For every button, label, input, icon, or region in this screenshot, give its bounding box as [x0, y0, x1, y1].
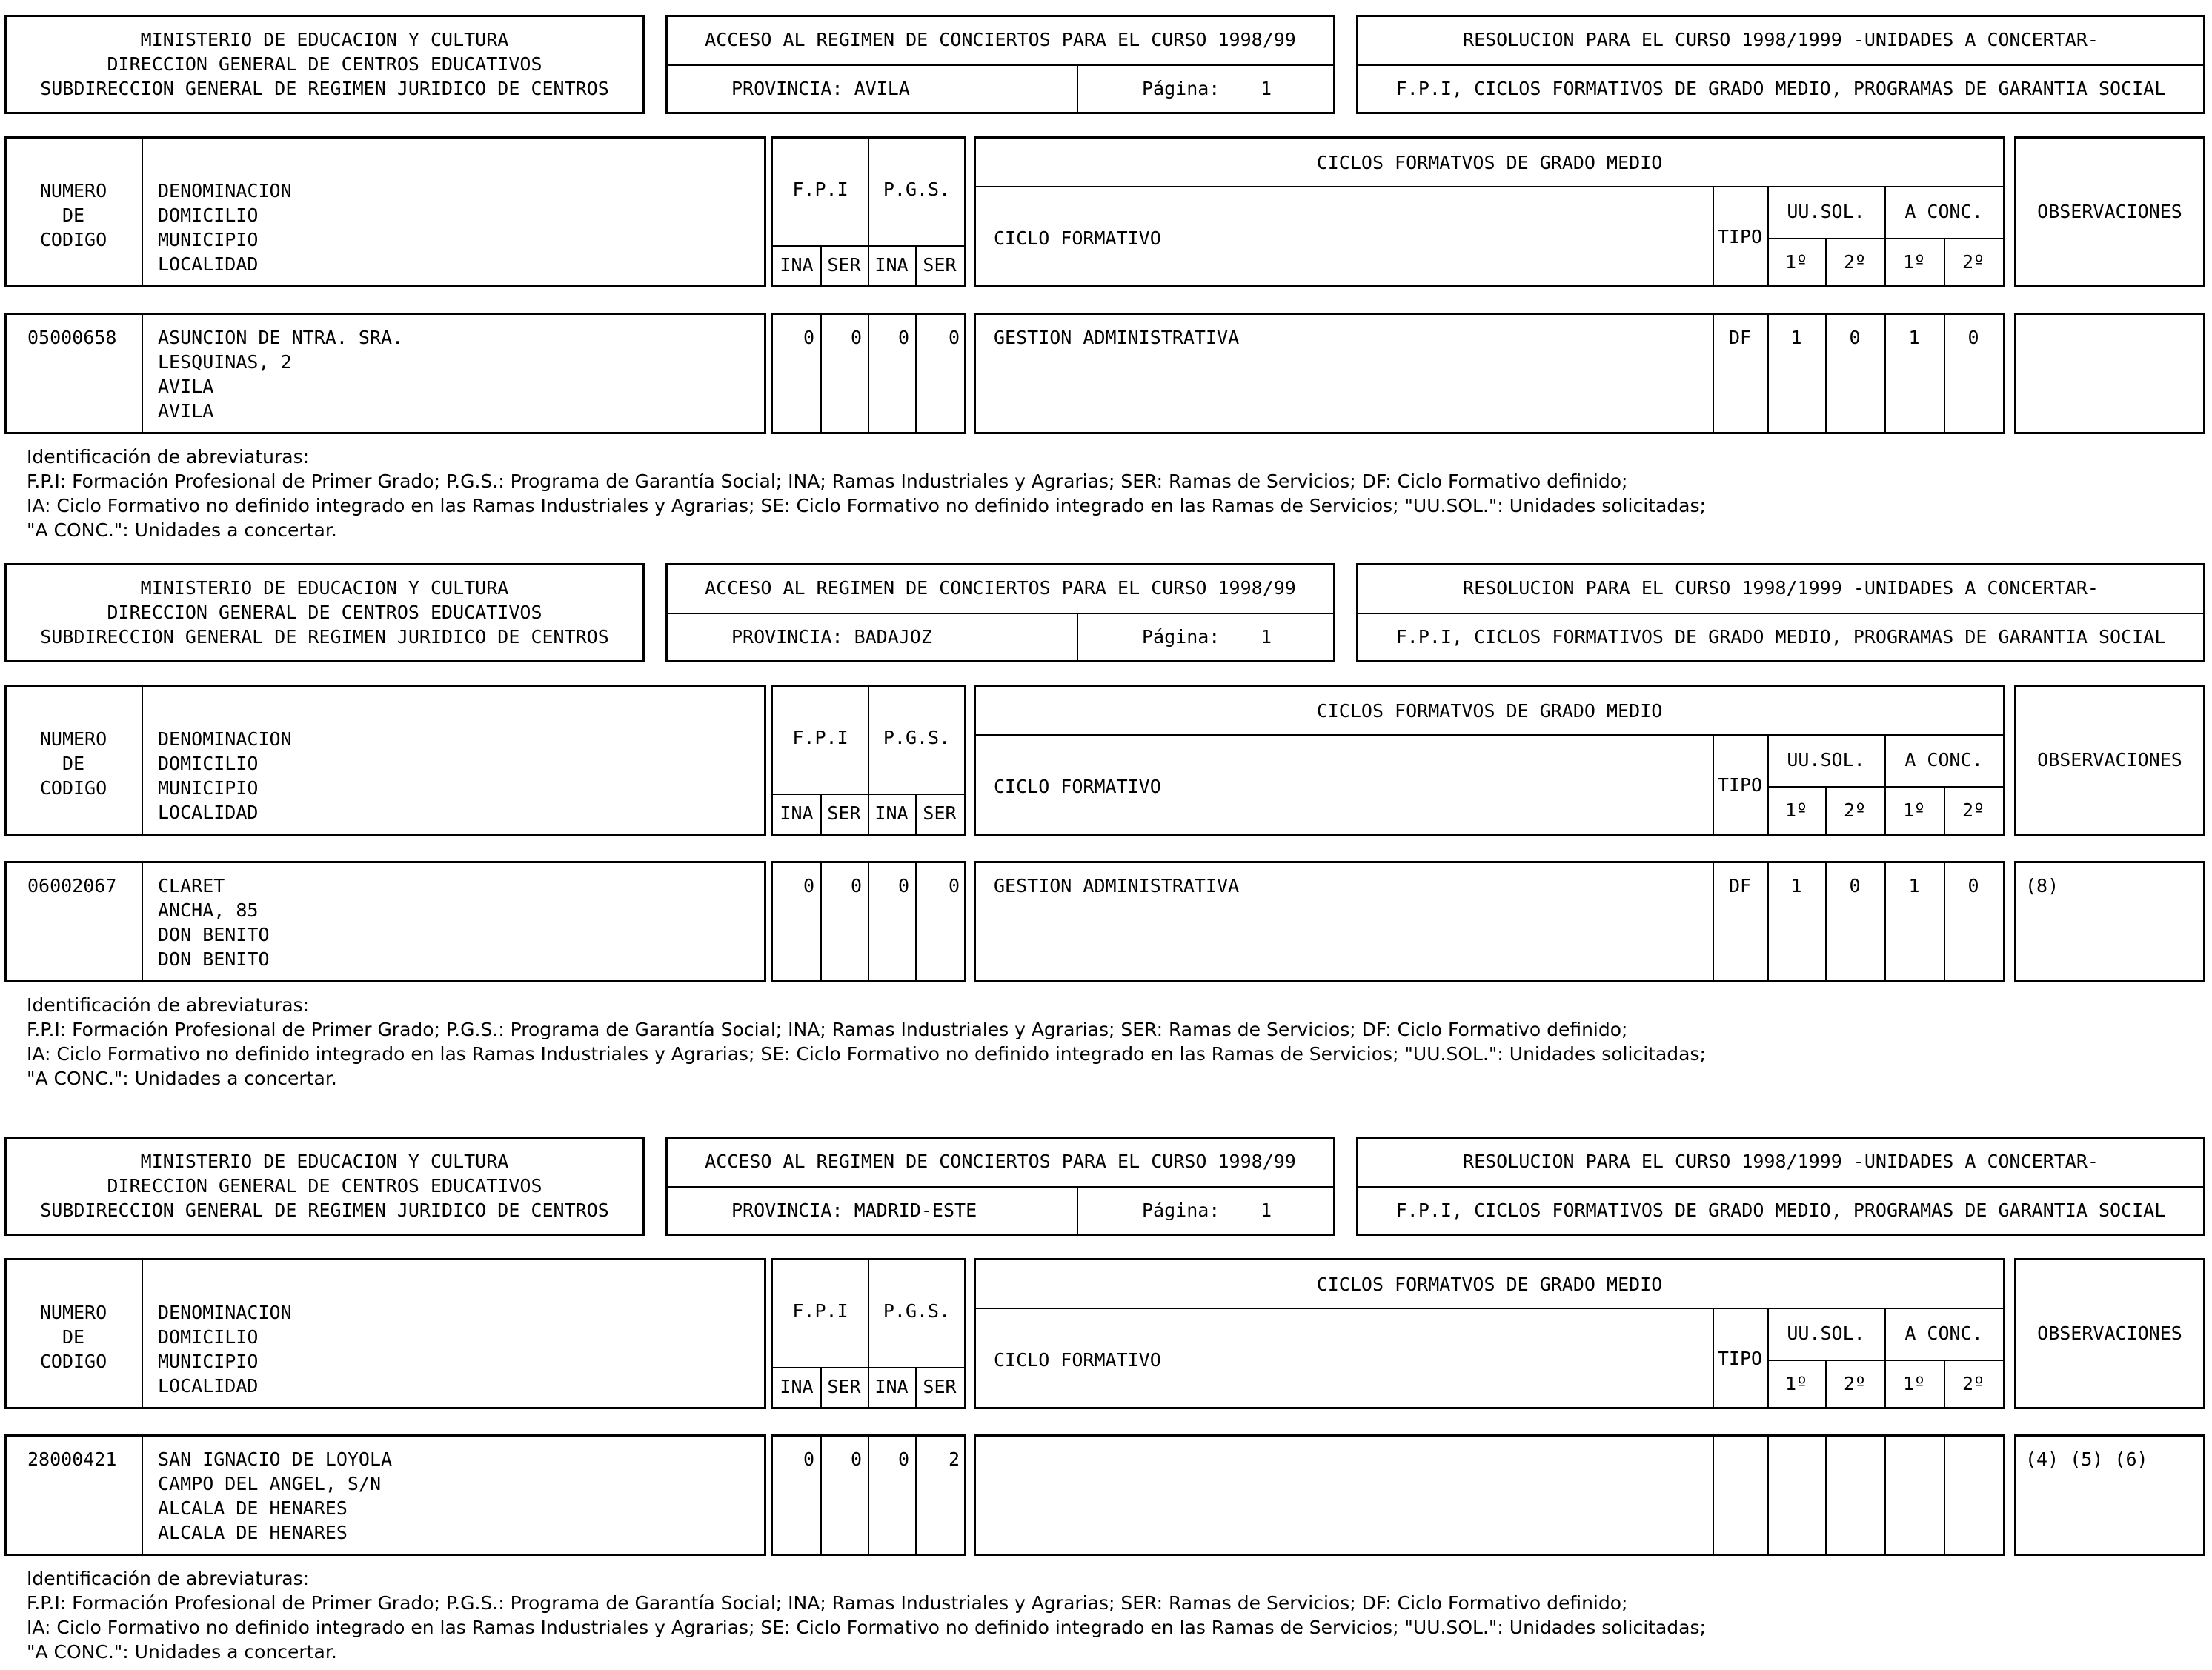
ministry-line-3: SUBDIRECCION GENERAL DE REGIMEN JURIDICO DE CENTROS — [40, 78, 609, 99]
ministry-line-2: DIRECCION GENERAL DE CENTROS EDUCATIVOS — [107, 1175, 542, 1197]
abbreviations-line-3: "A CONC.": Unidades a concertar. — [27, 1641, 337, 1663]
centro-value: SAN IGNACIO DE LOYOLA CAMPO DEL ANGEL, S/N ALCALA DE HENARES ALCALA DE HENARES — [158, 1448, 393, 1543]
observaciones-header: OBSERVACIONES — [2037, 749, 2182, 771]
abbreviations-line-1: F.P.I: Formación Profesional de Primer Grado; P.G.S.: Programa de Garantía Social; INA; Ramas Industriales y Agrarias; SER: Ramas de Servicios; DF: Ciclo Formativo definido; — [27, 1592, 1628, 1614]
pgs-header: P.G.S. — [883, 727, 951, 748]
observaciones-header-box — [2014, 1258, 2205, 1409]
ministry-line-3: SUBDIRECCION GENERAL DE REGIMEN JURIDICO DE CENTROS — [40, 1200, 609, 1221]
ciclo-value: GESTION ADMINISTRATIVA — [994, 875, 1240, 896]
observaciones-row-box — [2014, 861, 2205, 982]
ciclos-title: CICLOS FORMATVOS DE GRADO MEDIO — [1316, 700, 1663, 722]
fpi-ser-header: SER — [827, 254, 861, 276]
observaciones-value: (4) (5) (6) — [2025, 1448, 2148, 1470]
denominacion-header: DENOMINACION DOMICILIO MUNICIPIO LOCALIDAD — [158, 180, 292, 275]
pagina-number: 1 — [1261, 78, 1272, 99]
ministry-box — [4, 1137, 645, 1236]
aconc-header: A CONC. — [1904, 1323, 1983, 1344]
pgs-ser-header: SER — [923, 802, 957, 824]
pgs-ina-value: 0 — [897, 327, 909, 348]
fpi-ser-header: SER — [827, 802, 861, 824]
ministry-line-3: SUBDIRECCION GENERAL DE REGIMEN JURIDICO DE CENTROS — [40, 626, 609, 648]
tipo-value: DF — [1728, 875, 1752, 896]
observaciones-value: (8) — [2025, 875, 2059, 896]
uusol-header: UU.SOL. — [1787, 749, 1865, 771]
fpi-ser-header: SER — [827, 1376, 861, 1397]
fpi-pgs-header-box — [771, 136, 966, 287]
abbreviations-line-2: IA: Ciclo Formativo no definido integrado en las Ramas Industriales y Agrarias; SE: Ciclo Formativo no definido integrado en las Ramas de Servicios; "UU.SOL.": Unidades solicitadas; — [27, 495, 1706, 516]
ciclos-row-box — [974, 1434, 2005, 1556]
pgs-ser-value: 0 — [948, 327, 960, 348]
resolucion-title: RESOLUCION PARA EL CURSO 1998/1999 -UNIDADES A CONCERTAR- — [1463, 29, 2099, 50]
observaciones-header: OBSERVACIONES — [2037, 201, 2182, 222]
fpi-pgs-row-box — [771, 861, 966, 982]
ministry-line-2: DIRECCION GENERAL DE CENTROS EDUCATIVOS — [107, 602, 542, 623]
acceso-box — [665, 563, 1335, 662]
observaciones-header-box — [2014, 136, 2205, 287]
ciclos-header-box — [974, 136, 2005, 287]
centro-value: ASUNCION DE NTRA. SRA. LESQUINAS, 2 AVILA AVILA — [158, 327, 404, 422]
abbreviations-line-2: IA: Ciclo Formativo no definido integrado en las Ramas Industriales y Agrarias; SE: Ciclo Formativo no definido integrado en las Ramas de Servicios; "UU.SOL.": Unidades solicitadas; — [27, 1043, 1706, 1065]
aconc-2-value: 0 — [1967, 327, 1979, 348]
pgs-ser-value: 0 — [948, 875, 960, 896]
uusol-2-value: 0 — [1849, 875, 1861, 896]
numero-header: NUMERO DE CODIGO — [39, 728, 107, 799]
centro-row-box — [4, 313, 766, 434]
fpi-ina-value: 0 — [803, 1448, 814, 1470]
aconc-2-header: 2º — [1962, 1373, 1985, 1394]
ministry-box — [4, 15, 645, 114]
pgs-ser-header: SER — [923, 1376, 957, 1397]
codigo-value: 05000658 — [27, 327, 117, 348]
ciclos-row-box — [974, 313, 2005, 434]
abbreviations-line-3: "A CONC.": Unidades a concertar. — [27, 519, 337, 541]
resolucion-box — [1356, 15, 2205, 114]
ministry-line-1: MINISTERIO DE EDUCACION Y CULTURA — [140, 1151, 509, 1172]
aconc-1-header: 1º — [1902, 1373, 1926, 1394]
codigo-value: 28000421 — [27, 1448, 117, 1470]
ministry-line-1: MINISTERIO DE EDUCACION Y CULTURA — [140, 29, 509, 50]
aconc-2-value: 0 — [1967, 875, 1979, 896]
abbreviations-heading: Identificación de abreviaturas: — [27, 1568, 310, 1589]
ciclo-formativo-header: CICLO FORMATIVO — [994, 776, 1161, 797]
numero-header: NUMERO DE CODIGO — [39, 1302, 107, 1372]
pgs-header: P.G.S. — [883, 1300, 951, 1322]
uusol-2-header: 2º — [1843, 1373, 1867, 1394]
pgs-ina-header: INA — [874, 254, 909, 276]
centro-row-box — [4, 861, 766, 982]
pagina-label: Página: — [1142, 78, 1220, 99]
pgs-header: P.G.S. — [883, 179, 951, 200]
observaciones-row-box — [2014, 1434, 2205, 1556]
ministry-box — [4, 563, 645, 662]
ciclos-title: CICLOS FORMATVOS DE GRADO MEDIO — [1316, 1274, 1663, 1295]
fpi-pgs-row-box — [771, 313, 966, 434]
ministry-line-1: MINISTERIO DE EDUCACION Y CULTURA — [140, 577, 509, 599]
pagina-number: 1 — [1261, 1200, 1272, 1221]
fpi-header: F.P.I — [792, 179, 848, 200]
fpi-pgs-header-box — [771, 685, 966, 836]
uusol-2-value: 0 — [1849, 327, 1861, 348]
resolucion-title: RESOLUCION PARA EL CURSO 1998/1999 -UNIDADES A CONCERTAR- — [1463, 1151, 2099, 1172]
acceso-box — [665, 15, 1335, 114]
fpi-ser-value: 0 — [850, 327, 862, 348]
section-madrid-este — [0, 1122, 2212, 1670]
ciclo-value: GESTION ADMINISTRATIVA — [994, 327, 1240, 348]
provincia: PROVINCIA: AVILA — [731, 78, 910, 99]
fpi-ina-value: 0 — [803, 327, 814, 348]
pgs-ina-value: 0 — [897, 1448, 909, 1470]
resolucion-title: RESOLUCION PARA EL CURSO 1998/1999 -UNIDADES A CONCERTAR- — [1463, 577, 2099, 599]
ciclos-row-box — [974, 861, 2005, 982]
abbreviations-line-1: F.P.I: Formación Profesional de Primer Grado; P.G.S.: Programa de Garantía Social; INA; Ramas Industriales y Agrarias; SER: Ramas de Servicios; DF: Ciclo Formativo definido; — [27, 1019, 1628, 1040]
fpi-pgs-header-box — [771, 1258, 966, 1409]
fpi-pgs-row-box — [771, 1434, 966, 1556]
pgs-ser-value: 2 — [948, 1448, 960, 1470]
pagina-label: Página: — [1142, 1200, 1220, 1221]
tipo-value: DF — [1728, 327, 1752, 348]
denominacion-header: DENOMINACION DOMICILIO MUNICIPIO LOCALIDAD — [158, 1302, 292, 1397]
aconc-1-value: 1 — [1908, 875, 1920, 896]
aconc-1-header: 1º — [1902, 251, 1926, 273]
uusol-1-header: 1º — [1784, 251, 1808, 273]
subtitulo: F.P.I, CICLOS FORMATIVOS DE GRADO MEDIO, PROGRAMAS DE GARANTIA SOCIAL — [1395, 1200, 2166, 1221]
provincia: PROVINCIA: BADAJOZ — [731, 626, 932, 648]
fpi-header: F.P.I — [792, 1300, 848, 1322]
fpi-ser-value: 0 — [850, 875, 862, 896]
provincia: PROVINCIA: MADRID-ESTE — [731, 1200, 977, 1221]
tipo-header: TIPO — [1717, 774, 1763, 796]
tipo-header: TIPO — [1717, 1348, 1763, 1369]
fpi-header: F.P.I — [792, 727, 848, 748]
pgs-ina-header: INA — [874, 1376, 909, 1397]
ciclos-title: CICLOS FORMATVOS DE GRADO MEDIO — [1316, 152, 1663, 173]
centro-row-box — [4, 1434, 766, 1556]
aconc-header: A CONC. — [1904, 201, 1983, 222]
aconc-2-header: 2º — [1962, 799, 1985, 821]
uusol-1-value: 1 — [1790, 327, 1802, 348]
uusol-1-value: 1 — [1790, 875, 1802, 896]
aconc-1-value: 1 — [1908, 327, 1920, 348]
acceso-title: ACCESO AL REGIMEN DE CONCIERTOS PARA EL CURSO 1998/99 — [705, 29, 1296, 50]
subtitulo: F.P.I, CICLOS FORMATIVOS DE GRADO MEDIO, PROGRAMAS DE GARANTIA SOCIAL — [1395, 78, 2166, 99]
ciclos-header-box — [974, 1258, 2005, 1409]
codigo-header-box — [4, 1258, 766, 1409]
numero-header: NUMERO DE CODIGO — [39, 180, 107, 250]
pgs-ina-value: 0 — [897, 875, 909, 896]
centro-value: CLARET ANCHA, 85 DON BENITO DON BENITO — [158, 875, 270, 970]
observaciones-header-box — [2014, 685, 2205, 836]
uusol-header: UU.SOL. — [1787, 1323, 1865, 1344]
abbreviations-line-2: IA: Ciclo Formativo no definido integrado en las Ramas Industriales y Agrarias; SE: Ciclo Formativo no definido integrado en las Ramas de Servicios; "UU.SOL.": Unidades solicitadas; — [27, 1617, 1706, 1638]
pgs-ser-header: SER — [923, 254, 957, 276]
resolucion-box — [1356, 1137, 2205, 1236]
observaciones-row-box — [2014, 313, 2205, 434]
ciclo-formativo-header: CICLO FORMATIVO — [994, 227, 1161, 249]
observaciones-header: OBSERVACIONES — [2037, 1323, 2182, 1344]
codigo-value: 06002067 — [27, 875, 117, 896]
uusol-1-header: 1º — [1784, 1373, 1808, 1394]
abbreviations-heading: Identificación de abreviaturas: — [27, 994, 310, 1016]
section-avila — [0, 0, 2212, 548]
section-badajoz — [0, 548, 2212, 1097]
fpi-ina-value: 0 — [803, 875, 814, 896]
pagina-label: Página: — [1142, 626, 1220, 648]
abbreviations-line-1: F.P.I: Formación Profesional de Primer Grado; P.G.S.: Programa de Garantía Social; INA; Ramas Industriales y Agrarias; SER: Ramas de Servicios; DF: Ciclo Formativo definido; — [27, 470, 1628, 492]
uusol-1-header: 1º — [1784, 799, 1808, 821]
aconc-header: A CONC. — [1904, 749, 1983, 771]
aconc-2-header: 2º — [1962, 251, 1985, 273]
ministry-line-2: DIRECCION GENERAL DE CENTROS EDUCATIVOS — [107, 53, 542, 75]
fpi-ina-header: INA — [780, 802, 814, 824]
uusol-header: UU.SOL. — [1787, 201, 1865, 222]
uusol-2-header: 2º — [1843, 251, 1867, 273]
pagina-number: 1 — [1261, 626, 1272, 648]
uusol-2-header: 2º — [1843, 799, 1867, 821]
fpi-ser-value: 0 — [850, 1448, 862, 1470]
fpi-ina-header: INA — [780, 1376, 814, 1397]
subtitulo: F.P.I, CICLOS FORMATIVOS DE GRADO MEDIO, PROGRAMAS DE GARANTIA SOCIAL — [1395, 626, 2166, 648]
ciclos-header-box — [974, 685, 2005, 836]
denominacion-header: DENOMINACION DOMICILIO MUNICIPIO LOCALIDAD — [158, 728, 292, 823]
acceso-title: ACCESO AL REGIMEN DE CONCIERTOS PARA EL CURSO 1998/99 — [705, 577, 1296, 599]
acceso-box — [665, 1137, 1335, 1236]
ciclo-formativo-header: CICLO FORMATIVO — [994, 1349, 1161, 1371]
pgs-ina-header: INA — [874, 802, 909, 824]
abbreviations-heading: Identificación de abreviaturas: — [27, 446, 310, 468]
codigo-header-box — [4, 685, 766, 836]
fpi-ina-header: INA — [780, 254, 814, 276]
resolucion-box — [1356, 563, 2205, 662]
tipo-header: TIPO — [1717, 226, 1763, 247]
codigo-header-box — [4, 136, 766, 287]
acceso-title: ACCESO AL REGIMEN DE CONCIERTOS PARA EL CURSO 1998/99 — [705, 1151, 1296, 1172]
abbreviations-line-3: "A CONC.": Unidades a concertar. — [27, 1068, 337, 1089]
aconc-1-header: 1º — [1902, 799, 1926, 821]
